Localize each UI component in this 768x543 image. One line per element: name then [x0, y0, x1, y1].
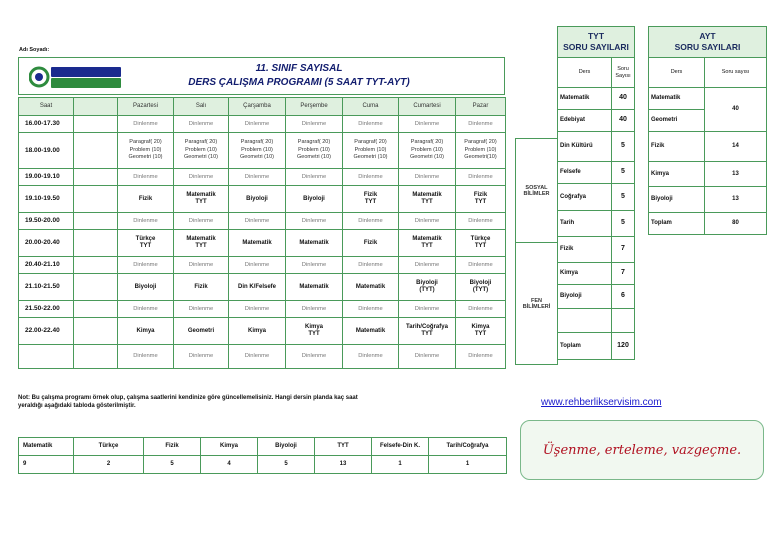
- schedule-cell: Paragraf( 20) Problem (10) Geometri (10): [399, 133, 456, 169]
- schedule-header-3: Salı: [174, 98, 229, 116]
- schedule-cell: Fizik TYT: [456, 186, 506, 213]
- schedule-cell: Din K/Felsefe: [229, 274, 286, 301]
- ayt-subject: Kimya: [649, 162, 705, 187]
- schedule-cell: Dinlenme: [286, 116, 343, 133]
- weekly-schedule-table: [18, 97, 506, 369]
- tyt-count: 40: [612, 88, 635, 110]
- hours-label: Fizik: [144, 438, 201, 456]
- tyt-row: [558, 211, 635, 237]
- schedule-cell: Paragraf( 20) Problem (10) Geometri (10): [118, 133, 174, 169]
- schedule-blank-cell: [74, 274, 118, 301]
- schedule-cell: Dinlenme: [343, 169, 399, 186]
- schedule-blank-cell: [74, 345, 118, 369]
- tyt-row: [558, 88, 635, 110]
- schedule-cell: Dinlenme: [174, 301, 229, 318]
- ayt-row: [649, 213, 767, 235]
- hours-value: 2: [74, 456, 144, 474]
- schedule-cell: Matematik: [229, 230, 286, 257]
- ayt-subject: Toplam: [649, 213, 705, 235]
- schedule-cell: Matematik TYT: [174, 230, 229, 257]
- schedule-cell: Biyoloji: [286, 186, 343, 213]
- schedule-time: 16.00-17.30: [19, 116, 74, 133]
- schedule-cell: Dinlenme: [229, 257, 286, 274]
- schedule-blank-cell: [74, 213, 118, 230]
- tyt-row: [558, 132, 635, 162]
- ayt-count: 13: [705, 187, 767, 213]
- tyt-subject: Felsefe: [558, 162, 612, 184]
- hours-value: 1: [372, 456, 429, 474]
- schedule-cell: Geometri: [174, 318, 229, 345]
- schedule-cell: Dinlenme: [343, 301, 399, 318]
- schedule-cell: Dinlenme: [174, 169, 229, 186]
- schedule-cell: Dinlenme: [456, 213, 506, 230]
- schedule-cell: Dinlenme: [286, 345, 343, 369]
- schedule-cell: Dinlenme: [118, 301, 174, 318]
- hours-label: TYT: [315, 438, 372, 456]
- schedule-header-7: Cumartesi: [399, 98, 456, 116]
- fen-bilimleri-label: FEN BİLİMLERİ: [522, 297, 551, 310]
- ayt-col-ders: Ders: [649, 58, 705, 88]
- tyt-row: [558, 333, 635, 360]
- hours-label: Türkçe: [74, 438, 144, 456]
- name-label: Adı Soyadı:: [19, 47, 50, 53]
- tyt-count: 5: [612, 162, 635, 184]
- schedule-header-2: Pazartesi: [118, 98, 174, 116]
- schedule-cell: Dinlenme: [456, 116, 506, 133]
- tyt-subject: Coğrafya: [558, 184, 612, 211]
- sosyal-bilimler-label: SOSYAL BİLİMLER: [516, 139, 557, 243]
- tyt-count: 5: [612, 132, 635, 162]
- ayt-subject: Biyoloji: [649, 187, 705, 213]
- schedule-cell: Paragraf( 20) Problem (10) Geometri (10): [174, 133, 229, 169]
- tyt-subject: [558, 309, 612, 333]
- schedule-cell: Dinlenme: [399, 116, 456, 133]
- schedule-cell: Biyoloji (TYT): [456, 274, 506, 301]
- schedule-time: 19.00-19.10: [19, 169, 74, 186]
- tyt-row: [558, 162, 635, 184]
- schedule-time: 21.50-22.00: [19, 301, 74, 318]
- schedule-cell: Matematik TYT: [174, 186, 229, 213]
- schedule-header-0: Saat: [19, 98, 74, 116]
- schedule-cell: Dinlenme: [456, 169, 506, 186]
- schedule-header-6: Cuma: [343, 98, 399, 116]
- schedule-cell: Dinlenme: [174, 257, 229, 274]
- ayt-question-count-table: [648, 26, 767, 235]
- schedule-cell: Dinlenme: [118, 213, 174, 230]
- schedule-cell: Dinlenme: [399, 213, 456, 230]
- schedule-cell: Dinlenme: [456, 301, 506, 318]
- program-title: 11. SINIF SAYISAL: [255, 63, 343, 74]
- schedule-cell: Dinlenme: [343, 257, 399, 274]
- hours-label: Biyoloji: [258, 438, 315, 456]
- schedule-cell: Matematik: [286, 230, 343, 257]
- schedule-cell: Dinlenme: [343, 345, 399, 369]
- hours-value: 5: [144, 456, 201, 474]
- tyt-count: 5: [612, 184, 635, 211]
- schedule-cell: Fizik: [343, 230, 399, 257]
- website-link[interactable]: www.rehberlikservisim.com: [541, 397, 662, 408]
- schedule-row: [19, 213, 506, 230]
- ayt-count: 80: [705, 213, 767, 235]
- tyt-row: [558, 237, 635, 263]
- schedule-cell: Dinlenme: [118, 345, 174, 369]
- schedule-cell: Paragraf( 20) Problem (10) Geometri (10): [229, 133, 286, 169]
- schedule-cell: Dinlenme: [229, 116, 286, 133]
- schedule-cell: Dinlenme: [229, 301, 286, 318]
- schedule-header-8: Pazar: [456, 98, 506, 116]
- ayt-subject: Geometri: [649, 110, 705, 132]
- ayt-title: AYT SORU SAYILARI: [649, 27, 767, 58]
- schedule-cell: Dinlenme: [174, 213, 229, 230]
- tyt-subject: Kimya: [558, 263, 612, 285]
- tyt-subject: Tarih: [558, 211, 612, 237]
- schedule-cell: Dinlenme: [174, 116, 229, 133]
- program-header: [18, 57, 505, 95]
- tyt-subject: Biyoloji: [558, 285, 612, 309]
- ayt-row: [649, 162, 767, 187]
- schedule-row: [19, 169, 506, 186]
- schedule-row: [19, 116, 506, 133]
- schedule-cell: Dinlenme: [399, 169, 456, 186]
- schedule-cell: Dinlenme: [399, 301, 456, 318]
- ayt-col-soru: Soru sayısı: [705, 58, 767, 88]
- schedule-blank-cell: [74, 133, 118, 169]
- ayt-subject: Matematik: [649, 88, 705, 110]
- schedule-cell: Türkçe TYT: [456, 230, 506, 257]
- tyt-subject: Matematik: [558, 88, 612, 110]
- tyt-row: [558, 285, 635, 309]
- hours-value: 4: [201, 456, 258, 474]
- schedule-time: 20.00-20.40: [19, 230, 74, 257]
- tyt-count: 40: [612, 110, 635, 132]
- schedule-time: 22.00-22.40: [19, 318, 74, 345]
- schedule-cell: Kimya: [229, 318, 286, 345]
- hours-label: Tarih/Coğrafya: [429, 438, 507, 456]
- schedule-header-1: [74, 98, 118, 116]
- ayt-subject: Fizik: [649, 132, 705, 162]
- tyt-subject: Edebiyat: [558, 110, 612, 132]
- schedule-cell: Fizik: [118, 186, 174, 213]
- schedule-cell: Matematik TYT: [399, 186, 456, 213]
- tyt-row: [558, 263, 635, 285]
- schedule-blank-cell: [74, 169, 118, 186]
- schedule-cell: Dinlenme: [286, 301, 343, 318]
- schedule-cell: Dinlenme: [286, 257, 343, 274]
- schedule-cell: Biyoloji: [229, 186, 286, 213]
- schedule-cell: Fizik TYT: [343, 186, 399, 213]
- schedule-row: [19, 257, 506, 274]
- schedule-cell: Paragraf( 20) Problem (10) Geometri (10): [343, 133, 399, 169]
- schedule-header-4: Çarşamba: [229, 98, 286, 116]
- ayt-row: [649, 88, 767, 110]
- schedule-cell: Tarih/Coğrafya TYT: [399, 318, 456, 345]
- schedule-row: [19, 230, 506, 257]
- schedule-cell: Paragraf( 20) Problem (10) Geometri (10): [286, 133, 343, 169]
- tyt-subject: Din Kültürü: [558, 132, 612, 162]
- hours-value: 13: [315, 456, 372, 474]
- hours-label: Felsefe-Din K.: [372, 438, 429, 456]
- schedule-blank-cell: [74, 301, 118, 318]
- schedule-time: 21.10-21.50: [19, 274, 74, 301]
- schedule-header-5: Perşembe: [286, 98, 343, 116]
- schedule-cell: Dinlenme: [343, 213, 399, 230]
- tyt-question-count-table: [557, 26, 635, 360]
- ayt-row: [649, 187, 767, 213]
- tyt-row: [558, 309, 635, 333]
- schedule-cell: Kimya TYT: [286, 318, 343, 345]
- schedule-cell: Dinlenme: [286, 213, 343, 230]
- motto-banner: Üşenme, erteleme, vazgeçme.: [520, 420, 764, 480]
- schedule-blank-cell: [74, 318, 118, 345]
- schedule-row: [19, 133, 506, 169]
- schedule-blank-cell: [74, 116, 118, 133]
- schedule-cell: Matematik: [343, 274, 399, 301]
- schedule-time: 19.10-19.50: [19, 186, 74, 213]
- tyt-count: 5: [612, 211, 635, 237]
- schedule-cell: Dinlenme: [456, 257, 506, 274]
- tyt-count: 6: [612, 285, 635, 309]
- schedule-cell: Dinlenme: [343, 116, 399, 133]
- ayt-row: [649, 132, 767, 162]
- ayt-count: 14: [705, 132, 767, 162]
- schedule-cell: Matematik TYT: [399, 230, 456, 257]
- schedule-cell: Dinlenme: [174, 345, 229, 369]
- hours-label: Kimya: [201, 438, 258, 456]
- schedule-time: [19, 345, 74, 369]
- subject-group-labels: [515, 138, 558, 365]
- ayt-count: 13: [705, 162, 767, 187]
- schedule-cell: Dinlenme: [118, 257, 174, 274]
- hours-value: 1: [429, 456, 507, 474]
- schedule-cell: Dinlenme: [399, 345, 456, 369]
- schedule-time: 20.40-21.10: [19, 257, 74, 274]
- schedule-header-row: [19, 98, 506, 116]
- schedule-cell: Matematik: [343, 318, 399, 345]
- program-subtitle: DERS ÇALIŞMA PROGRAMI (5 SAAT TYT-AYT): [188, 77, 410, 88]
- schedule-cell: Matematik: [286, 274, 343, 301]
- schedule-cell: Kimya TYT: [456, 318, 506, 345]
- schedule-cell: Dinlenme: [229, 213, 286, 230]
- schedule-cell: Dinlenme: [456, 345, 506, 369]
- schedule-row: [19, 318, 506, 345]
- hours-value: 5: [258, 456, 315, 474]
- schedule-cell: Dinlenme: [229, 345, 286, 369]
- schedule-cell: Dinlenme: [286, 169, 343, 186]
- tyt-row: [558, 184, 635, 211]
- tyt-title: TYT SORU SAYILARI: [558, 27, 635, 58]
- ayt-count: 40: [705, 88, 767, 132]
- schedule-blank-cell: [74, 257, 118, 274]
- tyt-count: 120: [612, 333, 635, 360]
- schedule-cell: Dinlenme: [229, 169, 286, 186]
- schedule-cell: Dinlenme: [118, 116, 174, 133]
- tyt-row: [558, 110, 635, 132]
- schedule-cell: Fizik: [174, 274, 229, 301]
- schedule-cell: Paragraf( 20) Problem (10) Geometri(10): [456, 133, 506, 169]
- tyt-col-soru: Soru Sayısı: [612, 58, 635, 88]
- schedule-cell: Dinlenme: [118, 169, 174, 186]
- schedule-cell: Dinlenme: [399, 257, 456, 274]
- hours-value: 9: [19, 456, 74, 474]
- schedule-row: [19, 186, 506, 213]
- tyt-subject: Fizik: [558, 237, 612, 263]
- tyt-col-ders: Ders: [558, 58, 612, 88]
- rehberlik-logo-icon: [29, 64, 125, 90]
- schedule-cell: Türkçe TYT: [118, 230, 174, 257]
- tyt-subject: Toplam: [558, 333, 612, 360]
- schedule-row: [19, 274, 506, 301]
- schedule-time: 18.00-19.00: [19, 133, 74, 169]
- program-note: Not: Bu çalışma programı örnek olup, çalışma saatlerini kendinize göre güncellemelisiniz. Hangi dersin planda kaç saat yeraldığı aşağıdaki tabloda gösterilmiştir.: [18, 395, 358, 410]
- tyt-count: 7: [612, 263, 635, 285]
- schedule-blank-cell: [74, 230, 118, 257]
- weekly-hours-table: [18, 437, 507, 474]
- tyt-count: [612, 309, 635, 333]
- schedule-cell: Biyoloji (TYT): [399, 274, 456, 301]
- schedule-row: [19, 301, 506, 318]
- tyt-count: 7: [612, 237, 635, 263]
- schedule-row: [19, 345, 506, 369]
- schedule-cell: Biyoloji: [118, 274, 174, 301]
- hours-label: Matematik: [19, 438, 74, 456]
- schedule-blank-cell: [74, 186, 118, 213]
- schedule-time: 19.50-20.00: [19, 213, 74, 230]
- schedule-cell: Kimya: [118, 318, 174, 345]
